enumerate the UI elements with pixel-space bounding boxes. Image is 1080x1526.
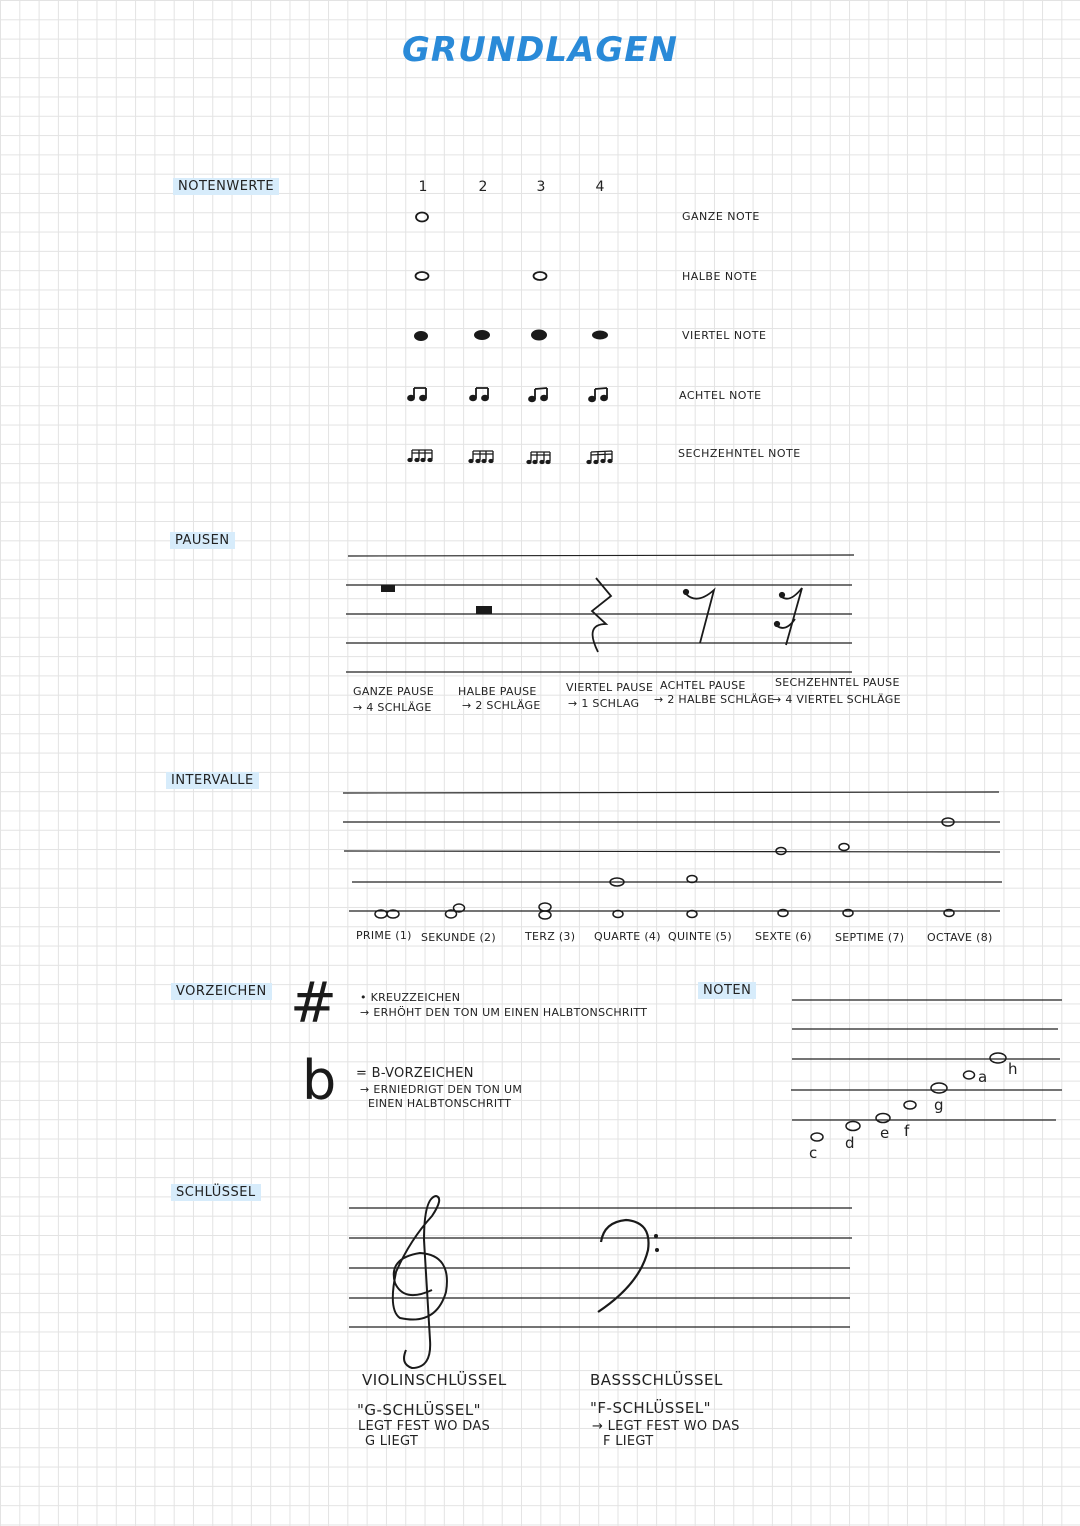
rest-description: → 2 SCHLÄGE xyxy=(462,699,541,712)
interval-label: SEXTE (6) xyxy=(755,930,812,943)
note-letter: h xyxy=(1008,1060,1018,1078)
treble-clef-description: G LIEGT xyxy=(365,1434,419,1449)
note-letter: d xyxy=(845,1134,855,1152)
note-letter: a xyxy=(978,1068,988,1086)
note-value-label: VIERTEL NOTE xyxy=(682,329,767,342)
flat-description: EINEN HALBTONSCHRITT xyxy=(368,1097,512,1110)
bass-clef-name: BASSSCHLÜSSEL xyxy=(590,1371,723,1389)
interval-label: TERZ (3) xyxy=(525,930,576,943)
rest-name: GANZE PAUSE xyxy=(353,685,434,698)
rest-name: VIERTEL PAUSE xyxy=(566,681,654,694)
section-label-noten: NOTEN xyxy=(698,982,756,999)
beat-number: 3 xyxy=(536,179,546,195)
note-letter: e xyxy=(880,1124,890,1142)
rest-name: HALBE PAUSE xyxy=(458,685,537,698)
rest-description: → 1 SCHLAG xyxy=(568,697,640,710)
interval-label: QUARTE (4) xyxy=(594,930,661,943)
section-label-vorzeichen: VORZEICHEN xyxy=(171,983,272,1000)
page-title: GRUNDLAGEN xyxy=(402,30,678,70)
note-value-label: HALBE NOTE xyxy=(682,270,758,283)
treble-clef-description: LEGT FEST WO DAS xyxy=(358,1419,491,1434)
flat-icon: b xyxy=(302,1049,337,1112)
note-letter: g xyxy=(934,1096,944,1114)
note-letter: c xyxy=(809,1144,818,1162)
flat-title: = B-VORZEICHEN xyxy=(356,1066,474,1081)
rest-description: → 4 SCHLÄGE xyxy=(353,701,432,714)
beat-number: 2 xyxy=(478,179,488,195)
treble-clef-name: VIOLINSCHLÜSSEL xyxy=(362,1371,507,1389)
section-label-schluessel: SCHLÜSSEL xyxy=(171,1184,261,1201)
bass-clef-description: → LEGT FEST WO DAS xyxy=(592,1419,740,1434)
interval-label: SEPTIME (7) xyxy=(835,931,905,944)
rest-description: → 4 VIERTEL SCHLÄGE xyxy=(772,693,901,706)
note-value-label: ACHTEL NOTE xyxy=(679,389,762,402)
bass-clef-alias: "F-SCHLÜSSEL" xyxy=(590,1399,712,1417)
flat-description: → ERNIEDRIGT DEN TON UM xyxy=(360,1083,523,1096)
beat-number: 4 xyxy=(595,179,605,195)
interval-label: SEKUNDE (2) xyxy=(421,931,496,944)
bass-clef-description: F LIEGT xyxy=(603,1434,654,1449)
sharp-description: → ERHÖHT DEN TON UM EINEN HALBTONSCHRITT xyxy=(360,1006,648,1019)
note-letter: f xyxy=(904,1122,910,1140)
rest-name: SECHZEHNTEL PAUSE xyxy=(775,676,900,689)
interval-label: OCTAVE (8) xyxy=(927,931,993,944)
sharp-icon: # xyxy=(290,971,337,1036)
section-label-intervalle: INTERVALLE xyxy=(166,772,259,789)
sharp-title: • KREUZZEICHEN xyxy=(360,991,461,1004)
interval-label: QUINTE (5) xyxy=(668,930,732,943)
beat-number: 1 xyxy=(418,179,428,195)
treble-clef-alias: "G-SCHLÜSSEL" xyxy=(357,1401,482,1419)
note-value-label: SECHZEHNTEL NOTE xyxy=(678,447,801,460)
note-value-label: GANZE NOTE xyxy=(682,210,760,223)
rest-name: ACHTEL PAUSE xyxy=(660,679,746,692)
rest-description: → 2 HALBE SCHLÄGE xyxy=(654,693,775,706)
treble-clef-icon xyxy=(393,1196,447,1368)
interval-label: PRIME (1) xyxy=(356,929,412,942)
section-label-notenwerte: NOTENWERTE xyxy=(173,178,279,195)
section-label-pausen: PAUSEN xyxy=(170,532,235,549)
